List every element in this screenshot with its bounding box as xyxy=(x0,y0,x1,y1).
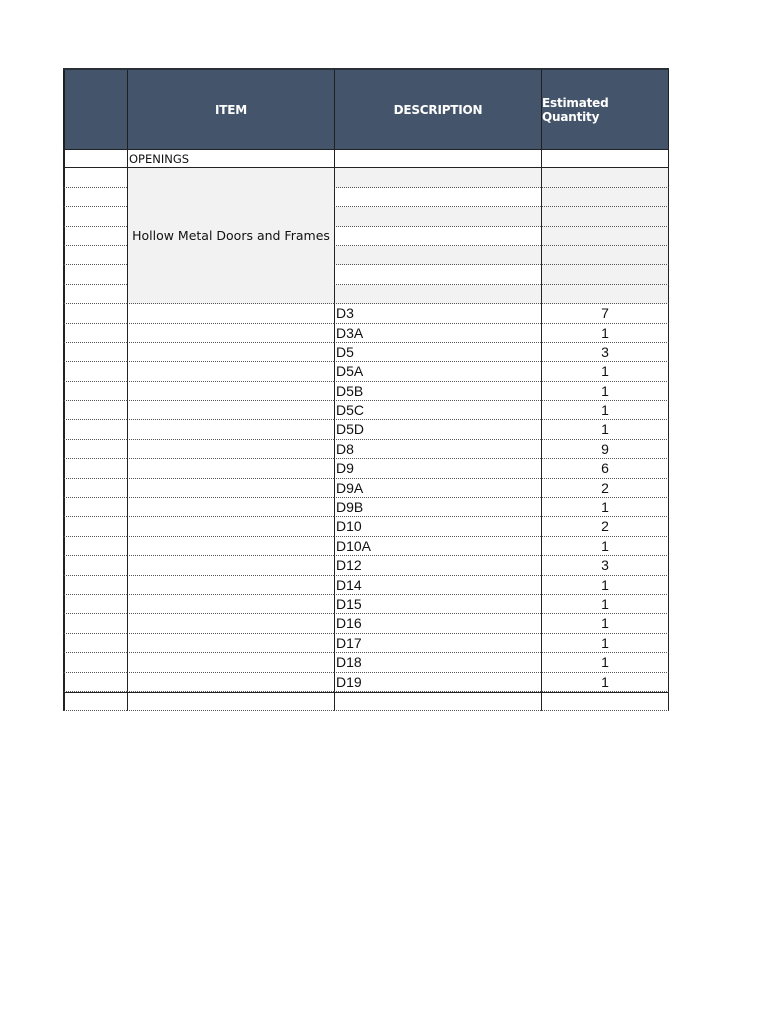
cell-description[interactable]: D9A xyxy=(334,479,541,498)
cell-blank[interactable] xyxy=(541,188,669,207)
cell-blank[interactable] xyxy=(63,362,127,381)
cell-blank[interactable] xyxy=(63,537,127,556)
cell-item[interactable] xyxy=(127,459,334,478)
cell-blank[interactable] xyxy=(63,149,127,168)
cell-item[interactable] xyxy=(127,595,334,614)
cell-blank[interactable] xyxy=(334,692,541,711)
cell-blank[interactable] xyxy=(63,227,127,246)
cell-blank[interactable] xyxy=(63,692,127,711)
cell-description[interactable]: D12 xyxy=(334,556,541,575)
cell-description[interactable]: D15 xyxy=(334,595,541,614)
table-body xyxy=(63,149,669,711)
cell-blank[interactable] xyxy=(63,634,127,653)
cell-description[interactable]: D5A xyxy=(334,362,541,381)
cell-blank[interactable] xyxy=(541,168,669,187)
cell-quantity[interactable]: 1 xyxy=(541,653,669,672)
cell-quantity[interactable]: 2 xyxy=(541,479,669,498)
cell-item[interactable] xyxy=(127,343,334,362)
cell-item[interactable] xyxy=(127,673,334,692)
cell-blank[interactable] xyxy=(63,673,127,692)
cell-blank[interactable] xyxy=(334,149,541,168)
cell-quantity[interactable]: 1 xyxy=(541,401,669,420)
cell-quantity[interactable]: 1 xyxy=(541,634,669,653)
cell-blank[interactable] xyxy=(63,324,127,343)
cell-item[interactable] xyxy=(127,382,334,401)
cell-item[interactable] xyxy=(127,537,334,556)
cell-blank[interactable] xyxy=(63,401,127,420)
cell-quantity[interactable]: 1 xyxy=(541,595,669,614)
header-description: DESCRIPTION xyxy=(334,70,541,149)
header-estimated-quantity: Estimated Quantity xyxy=(541,70,669,149)
cell-item[interactable] xyxy=(127,634,334,653)
cell-description[interactable]: D17 xyxy=(334,634,541,653)
cell-item[interactable] xyxy=(127,440,334,459)
cell-blank[interactable] xyxy=(541,149,669,168)
cell-blank[interactable] xyxy=(127,692,334,711)
cell-item[interactable] xyxy=(127,614,334,633)
cell-quantity[interactable]: 1 xyxy=(541,324,669,343)
cell-blank[interactable] xyxy=(541,285,669,304)
cell-quantity[interactable]: 9 xyxy=(541,440,669,459)
cell-item[interactable] xyxy=(127,401,334,420)
cell-quantity[interactable]: 3 xyxy=(541,343,669,362)
cell-description[interactable]: D3A xyxy=(334,324,541,343)
cell-description[interactable]: D3 xyxy=(334,304,541,323)
cell-blank[interactable] xyxy=(541,246,669,265)
cell-item[interactable] xyxy=(127,479,334,498)
cell-description[interactable]: D9 xyxy=(334,459,541,478)
cell-quantity[interactable]: 6 xyxy=(541,459,669,478)
cell-quantity[interactable]: 1 xyxy=(541,382,669,401)
cell-description[interactable]: D19 xyxy=(334,673,541,692)
cell-blank[interactable] xyxy=(63,382,127,401)
cell-quantity[interactable]: 1 xyxy=(541,576,669,595)
cell-blank[interactable] xyxy=(63,246,127,265)
cell-blank[interactable] xyxy=(63,556,127,575)
cell-blank[interactable] xyxy=(63,440,127,459)
cell-description[interactable]: D5C xyxy=(334,401,541,420)
cell-quantity[interactable]: 1 xyxy=(541,498,669,517)
cell-blank[interactable] xyxy=(63,343,127,362)
cell-blank[interactable] xyxy=(334,265,541,284)
cell-item[interactable] xyxy=(127,324,334,343)
cell-blank[interactable] xyxy=(541,692,669,711)
cell-blank[interactable] xyxy=(63,265,127,284)
cell-blank[interactable] xyxy=(63,614,127,633)
cell-description[interactable]: D9B xyxy=(334,498,541,517)
cell-blank[interactable] xyxy=(63,304,127,323)
cell-blank[interactable] xyxy=(334,246,541,265)
cell-item[interactable] xyxy=(127,653,334,672)
cell-quantity[interactable]: 1 xyxy=(541,362,669,381)
group-label[interactable]: Hollow Metal Doors and Frames xyxy=(127,168,334,304)
cell-blank[interactable] xyxy=(63,168,127,187)
cell-blank[interactable] xyxy=(334,168,541,187)
cell-description[interactable]: D8 xyxy=(334,440,541,459)
cell-blank[interactable] xyxy=(63,420,127,439)
cell-item[interactable] xyxy=(127,517,334,536)
cell-blank[interactable] xyxy=(334,285,541,304)
cell-item[interactable] xyxy=(127,420,334,439)
cell-quantity[interactable]: 1 xyxy=(541,614,669,633)
cell-blank[interactable] xyxy=(63,517,127,536)
cell-blank[interactable] xyxy=(63,207,127,226)
cell-quantity[interactable]: 2 xyxy=(541,517,669,536)
table-header xyxy=(63,68,669,149)
cell-blank[interactable] xyxy=(63,498,127,517)
cell-description[interactable]: D10A xyxy=(334,537,541,556)
cell-blank[interactable] xyxy=(63,479,127,498)
cell-description[interactable]: D14 xyxy=(334,576,541,595)
cell-blank[interactable] xyxy=(334,227,541,246)
header-item: ITEM xyxy=(127,70,334,149)
cell-description[interactable]: D16 xyxy=(334,614,541,633)
cell-quantity[interactable]: 3 xyxy=(541,556,669,575)
cell-blank[interactable] xyxy=(334,188,541,207)
section-label[interactable]: OPENINGS xyxy=(127,149,334,168)
cell-description[interactable]: D5D xyxy=(334,420,541,439)
cell-description[interactable]: D18 xyxy=(334,653,541,672)
cell-quantity[interactable]: 7 xyxy=(541,304,669,323)
cell-blank[interactable] xyxy=(63,188,127,207)
cell-item[interactable] xyxy=(127,304,334,323)
cell-item[interactable] xyxy=(127,576,334,595)
cell-description[interactable]: D10 xyxy=(334,517,541,536)
cell-blank[interactable] xyxy=(541,207,669,226)
cell-item[interactable] xyxy=(127,498,334,517)
cell-blank[interactable] xyxy=(63,285,127,304)
cell-description[interactable]: D5 xyxy=(334,343,541,362)
cell-description[interactable]: D5B xyxy=(334,382,541,401)
cell-quantity[interactable]: 1 xyxy=(541,673,669,692)
cell-blank[interactable] xyxy=(63,595,127,614)
cell-blank[interactable] xyxy=(334,207,541,226)
estimate-sheet xyxy=(63,68,669,711)
cell-item[interactable] xyxy=(127,556,334,575)
cell-quantity[interactable]: 1 xyxy=(541,537,669,556)
cell-blank[interactable] xyxy=(541,265,669,284)
cell-blank[interactable] xyxy=(63,653,127,672)
cell-quantity[interactable]: 1 xyxy=(541,420,669,439)
cell-blank[interactable] xyxy=(541,227,669,246)
cell-blank[interactable] xyxy=(63,576,127,595)
header-blank xyxy=(63,70,127,149)
cell-item[interactable] xyxy=(127,362,334,381)
cell-blank[interactable] xyxy=(63,459,127,478)
